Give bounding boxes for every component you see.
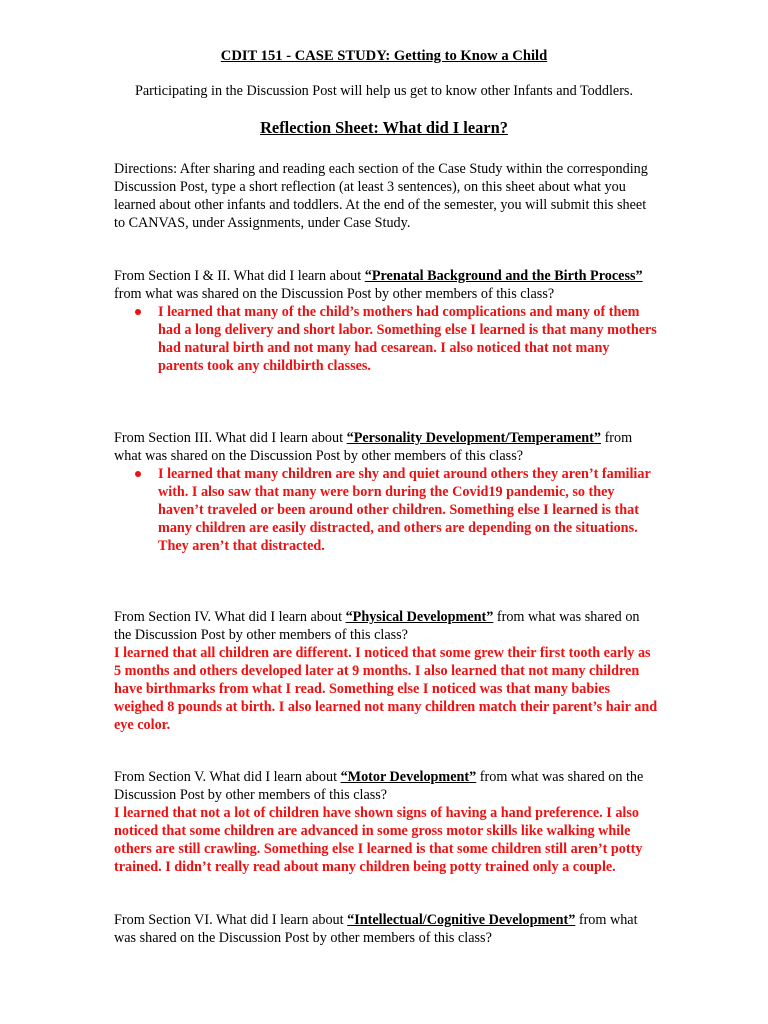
directions-paragraph: Directions: After sharing and reading each section of the Case Study within the corresponding Discussion Post, type a short reflection (at least 3 sentences), on this sheet about what you learned about other infants and toddlers. At the end of the semester, you will submit this sheet to CANVAS, under Assignments, under Case Study.	[114, 161, 648, 231]
section-3-keyword: “Personality Development/Temperament”	[346, 430, 602, 446]
section-4-keyword: “Physical Development”	[345, 609, 494, 625]
section-5-keyword: “Motor Development”	[340, 769, 477, 785]
section-5-question: From Section V. What did I learn about “Motor Development” from what was shared on the Discussion Post by other members of this class?	[114, 769, 644, 803]
section-1-answer: I learned that many of the child’s mothers had complications and many of them had a long delivery and short labor. Something else I learned is that many mothers had natural birth and not many had cesarean. I also noticed that not many parents took any childbirth classes.	[158, 304, 657, 374]
bullet-icon	[135, 309, 141, 315]
document-subtitle: Participating in the Discussion Post will help us get to know other Infants and Toddlers.	[134, 83, 633, 99]
section-5-answer: I learned that not a lot of children have shown signs of having a hand preference. I also noticed that some children are advanced in some gross motor skills like walking while others are still crawling. Something else I learned is that some children still aren’t potty trained. I didn’t really read about many children being potty trained only a couple.	[114, 805, 643, 875]
section-1-keyword: “Prenatal Background and the Birth Process”	[364, 268, 643, 284]
section-6-question: From Section VI. What did I learn about “Intellectual/Cognitive Development” from what was shared on the Discussion Post by other members of this class?	[114, 912, 638, 946]
sheet-title: Reflection Sheet: What did I learn?	[260, 118, 508, 137]
section-1-question: From Section I & II. What did I learn about “Prenatal Background and the Birth Process” from what was shared on the Discussion Post by other members of this class?	[114, 268, 643, 302]
section-3-answer: I learned that many children are shy and quiet around others they aren’t familiar with. I also saw that many were born during the Covid19 pandemic, so they haven’t traveled or been around other children. Something else I learned is that many children are easily distracted, and others are depending on the situations. They aren’t that distracted.	[158, 466, 651, 554]
section-6-keyword: “Intellectual/Cognitive Development”	[347, 912, 576, 928]
document-title: CDIT 151 - CASE STUDY: Getting to Know a Child	[220, 48, 548, 64]
section-4-answer: I learned that all children are different. I noticed that some grew their first tooth early as 5 months and others developed later at 9 months. I also learned that not many children have birthmarks from what I read. Something else I noticed was that many babies weighed 8 pounds at birth. I also learned not many children match their parent’s hair and eye color.	[114, 645, 658, 733]
bullet-icon	[135, 471, 141, 477]
section-3-question: From Section III. What did I learn about “Personality Development/Temperament” from what was shared on the Discussion Post by other members of this class?	[114, 430, 633, 464]
section-4-question: From Section IV. What did I learn about “Physical Development” from what was shared on the Discussion Post by other members of this class?	[114, 609, 640, 643]
